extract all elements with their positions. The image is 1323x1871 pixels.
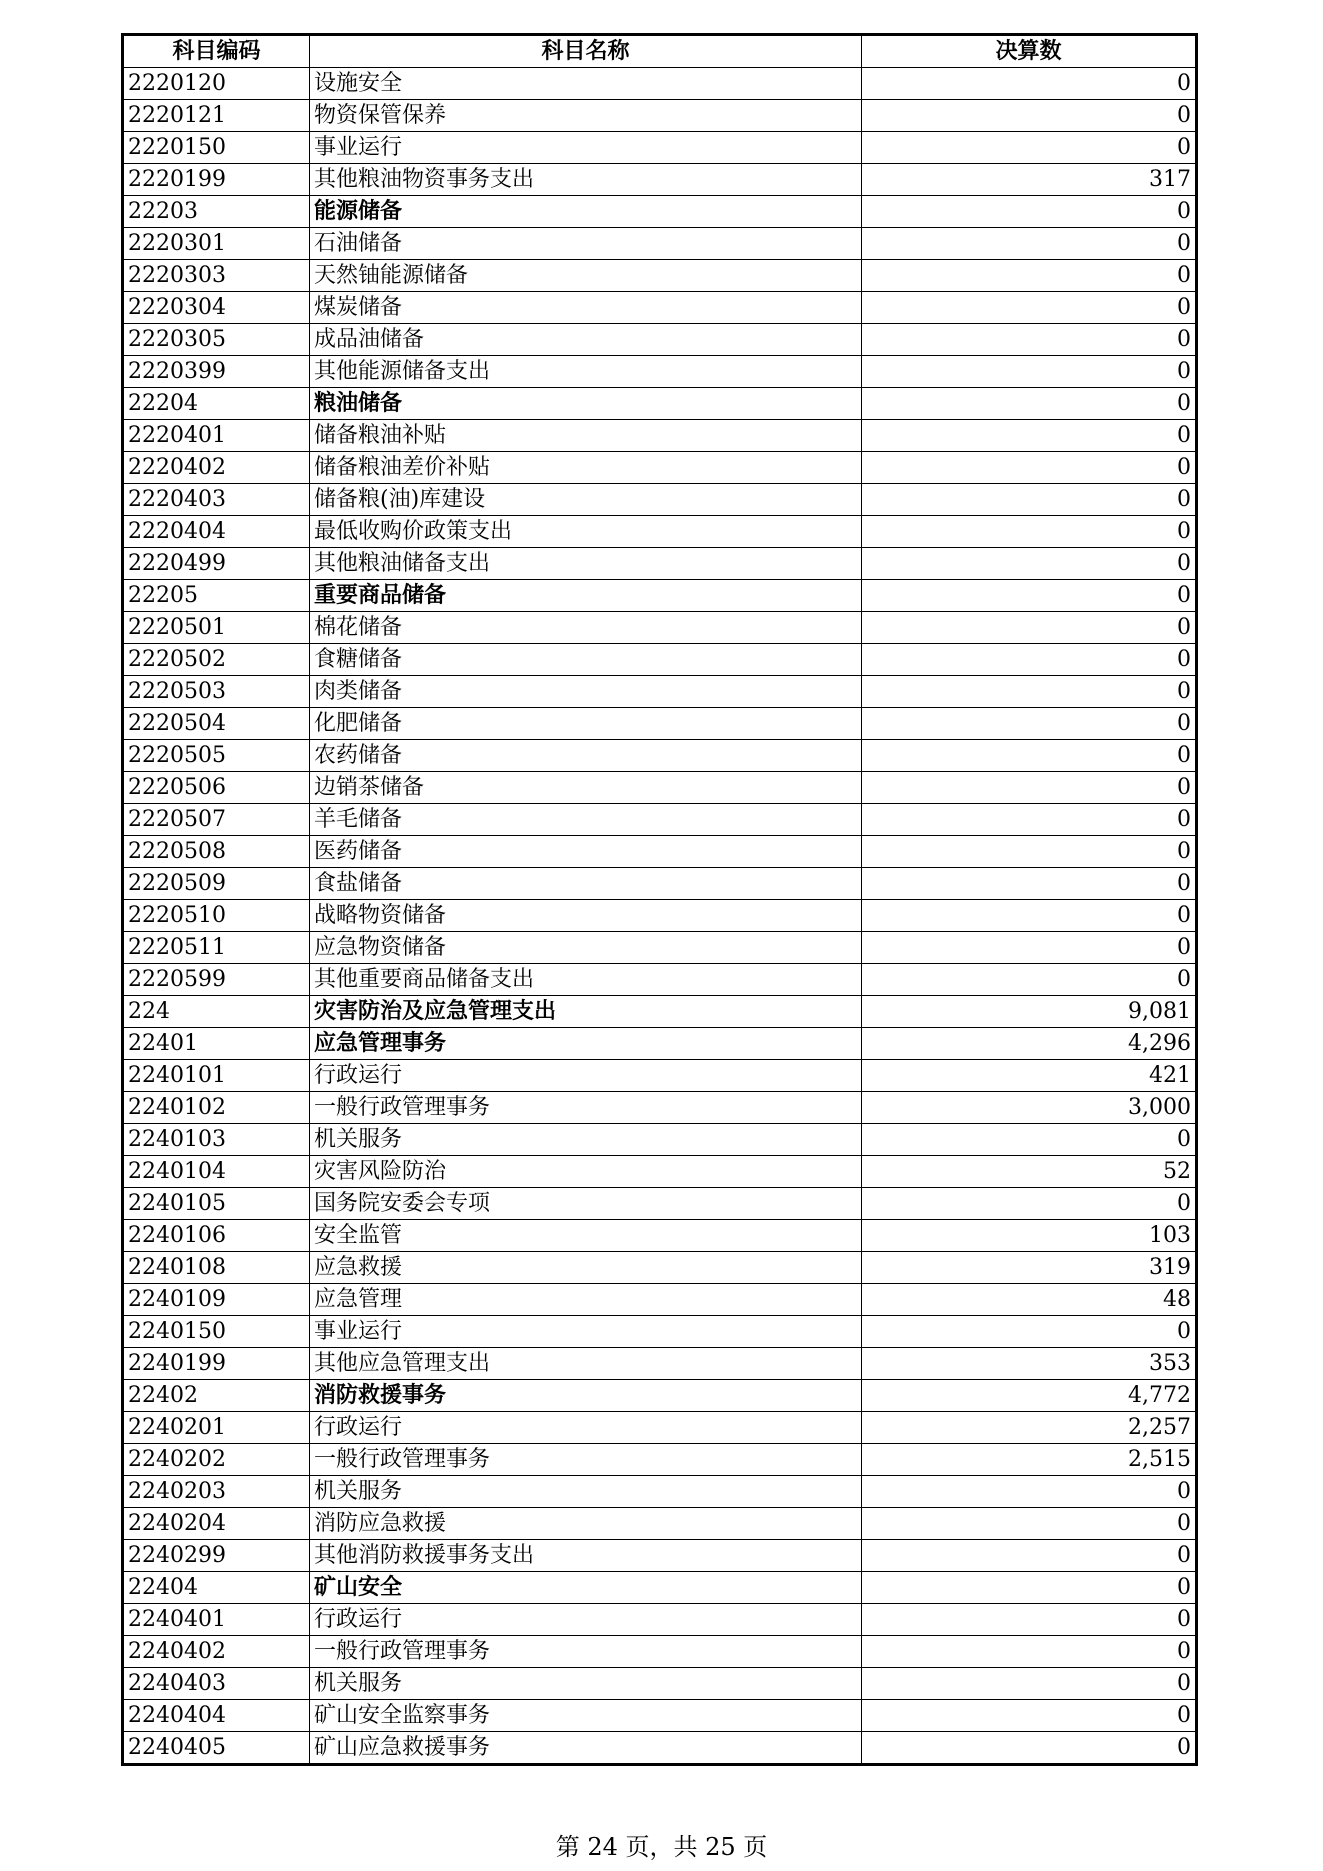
row-amount: 0: [862, 388, 1197, 420]
header-name: 科目名称: [310, 35, 862, 68]
row-amount: 4,772: [862, 1380, 1197, 1412]
table-row: [123, 516, 1197, 548]
table-row: [123, 1700, 1197, 1732]
row-code: 2220510: [123, 900, 310, 932]
row-code: 2240299: [123, 1540, 310, 1572]
table-row: [123, 420, 1197, 452]
row-name: 农药储备: [310, 740, 862, 772]
row-amount: 4,296: [862, 1028, 1197, 1060]
row-amount: 353: [862, 1348, 1197, 1380]
row-code: 2240404: [123, 1700, 310, 1732]
header-amount: 决算数: [862, 35, 1197, 68]
row-amount: 421: [862, 1060, 1197, 1092]
row-name: 消防救援事务: [310, 1380, 862, 1412]
table-row: [123, 964, 1197, 996]
row-name: 灾害风险防治: [310, 1156, 862, 1188]
row-code: 2240203: [123, 1476, 310, 1508]
row-name: 机关服务: [310, 1668, 862, 1700]
row-amount: 0: [862, 1508, 1197, 1540]
table-row: [123, 1124, 1197, 1156]
row-name: 国务院安委会专项: [310, 1188, 862, 1220]
row-name: 其他粮油物资事务支出: [310, 164, 862, 196]
table-row: [123, 644, 1197, 676]
row-name: 行政运行: [310, 1604, 862, 1636]
table-row: [123, 1220, 1197, 1252]
row-name: 最低收购价政策支出: [310, 516, 862, 548]
row-amount: 0: [862, 1124, 1197, 1156]
table-row: [123, 1572, 1197, 1604]
row-amount: 0: [862, 324, 1197, 356]
row-amount: 0: [862, 836, 1197, 868]
table-row: [123, 164, 1197, 196]
table-row: [123, 548, 1197, 580]
table-row: [123, 1412, 1197, 1444]
row-name: 储备粮油差价补贴: [310, 452, 862, 484]
row-code: 22203: [123, 196, 310, 228]
row-code: 2220506: [123, 772, 310, 804]
row-name: 安全监管: [310, 1220, 862, 1252]
row-amount: 9,081: [862, 996, 1197, 1028]
row-amount: 317: [862, 164, 1197, 196]
table-row: [123, 1604, 1197, 1636]
table-row: [123, 356, 1197, 388]
table-row: [123, 324, 1197, 356]
row-name: 化肥储备: [310, 708, 862, 740]
row-name: 事业运行: [310, 1316, 862, 1348]
row-name: 一般行政管理事务: [310, 1636, 862, 1668]
table-row: [123, 676, 1197, 708]
row-code: 2220499: [123, 548, 310, 580]
row-amount: 0: [862, 452, 1197, 484]
row-name: 其他粮油储备支出: [310, 548, 862, 580]
row-amount: 0: [862, 484, 1197, 516]
row-name: 机关服务: [310, 1476, 862, 1508]
row-name: 棉花储备: [310, 612, 862, 644]
row-name: 行政运行: [310, 1412, 862, 1444]
row-code: 2220399: [123, 356, 310, 388]
row-amount: 0: [862, 1540, 1197, 1572]
row-name: 灾害防治及应急管理支出: [310, 996, 862, 1028]
row-code: 2220502: [123, 644, 310, 676]
row-name: 矿山安全监察事务: [310, 1700, 862, 1732]
row-amount: 0: [862, 1316, 1197, 1348]
table-row: [123, 68, 1197, 100]
row-code: 2220120: [123, 68, 310, 100]
table-row: [123, 932, 1197, 964]
table-row: [123, 1284, 1197, 1316]
row-code: 2220121: [123, 100, 310, 132]
row-name: 其他应急管理支出: [310, 1348, 862, 1380]
row-name: 医药储备: [310, 836, 862, 868]
page-footer: 第 24 页，共 25 页: [555, 1833, 768, 1861]
row-code: 22404: [123, 1572, 310, 1604]
row-name: 羊毛储备: [310, 804, 862, 836]
row-name: 重要商品储备: [310, 580, 862, 612]
row-code: 2220404: [123, 516, 310, 548]
table-row: [123, 260, 1197, 292]
row-code: 2220508: [123, 836, 310, 868]
table-row: [123, 1060, 1197, 1092]
row-amount: 0: [862, 772, 1197, 804]
row-code: 2240403: [123, 1668, 310, 1700]
row-amount: 0: [862, 804, 1197, 836]
row-code: 22204: [123, 388, 310, 420]
row-amount: 0: [862, 100, 1197, 132]
row-name: 应急管理: [310, 1284, 862, 1316]
row-code: 2220199: [123, 164, 310, 196]
row-amount: 0: [862, 868, 1197, 900]
row-name: 应急救援: [310, 1252, 862, 1284]
table-row: [123, 1348, 1197, 1380]
row-code: 2240401: [123, 1604, 310, 1636]
row-amount: 0: [862, 1732, 1197, 1765]
row-name: 事业运行: [310, 132, 862, 164]
row-name: 矿山安全: [310, 1572, 862, 1604]
row-code: 22205: [123, 580, 310, 612]
row-name: 肉类储备: [310, 676, 862, 708]
row-code: 2240104: [123, 1156, 310, 1188]
table-row: [123, 1732, 1197, 1765]
row-amount: 3,000: [862, 1092, 1197, 1124]
row-amount: 0: [862, 1668, 1197, 1700]
table-row: [123, 132, 1197, 164]
budget-table: [121, 33, 1198, 1766]
row-name: 粮油储备: [310, 388, 862, 420]
row-name: 矿山应急救援事务: [310, 1732, 862, 1765]
table-row: [123, 868, 1197, 900]
table-row: [123, 996, 1197, 1028]
row-amount: 0: [862, 644, 1197, 676]
row-name: 其他消防救援事务支出: [310, 1540, 862, 1572]
row-code: 2220504: [123, 708, 310, 740]
row-name: 储备粮(油)库建设: [310, 484, 862, 516]
row-amount: 48: [862, 1284, 1197, 1316]
table-row: [123, 1380, 1197, 1412]
table-row: [123, 100, 1197, 132]
row-amount: 0: [862, 1636, 1197, 1668]
row-name: 行政运行: [310, 1060, 862, 1092]
row-code: 2240202: [123, 1444, 310, 1476]
row-code: 2220303: [123, 260, 310, 292]
row-name: 边销茶储备: [310, 772, 862, 804]
table-row: [123, 1508, 1197, 1540]
row-name: 石油储备: [310, 228, 862, 260]
row-amount: 0: [862, 1572, 1197, 1604]
row-name: 煤炭储备: [310, 292, 862, 324]
row-name: 消防应急救援: [310, 1508, 862, 1540]
table-row: [123, 1028, 1197, 1060]
table-row: [123, 1316, 1197, 1348]
table-row: [123, 836, 1197, 868]
row-amount: 0: [862, 900, 1197, 932]
table-row: [123, 1444, 1197, 1476]
row-code: 2220501: [123, 612, 310, 644]
row-name: 能源储备: [310, 196, 862, 228]
row-code: 2240108: [123, 1252, 310, 1284]
row-amount: 0: [862, 516, 1197, 548]
row-name: 其他重要商品储备支出: [310, 964, 862, 996]
row-amount: 0: [862, 356, 1197, 388]
row-code: 2240402: [123, 1636, 310, 1668]
table-row: [123, 1540, 1197, 1572]
row-amount: 0: [862, 420, 1197, 452]
row-amount: 103: [862, 1220, 1197, 1252]
row-amount: 0: [862, 580, 1197, 612]
row-code: 2220150: [123, 132, 310, 164]
row-amount: 0: [862, 228, 1197, 260]
table-body: [123, 68, 1197, 1765]
table-row: [123, 484, 1197, 516]
row-amount: 0: [862, 964, 1197, 996]
row-code: 22402: [123, 1380, 310, 1412]
row-code: 2220305: [123, 324, 310, 356]
table-row: [123, 772, 1197, 804]
table-row: [123, 740, 1197, 772]
row-name: 天然铀能源储备: [310, 260, 862, 292]
row-code: 2240150: [123, 1316, 310, 1348]
row-amount: 0: [862, 292, 1197, 324]
row-code: 2240106: [123, 1220, 310, 1252]
row-name: 其他能源储备支出: [310, 356, 862, 388]
row-name: 应急管理事务: [310, 1028, 862, 1060]
row-amount: 0: [862, 260, 1197, 292]
row-code: 2220301: [123, 228, 310, 260]
row-amount: 0: [862, 708, 1197, 740]
row-amount: 0: [862, 196, 1197, 228]
row-code: 2220401: [123, 420, 310, 452]
row-amount: 2,257: [862, 1412, 1197, 1444]
table-row: [123, 228, 1197, 260]
table-row: [123, 196, 1197, 228]
row-name: 食糖储备: [310, 644, 862, 676]
row-name: 机关服务: [310, 1124, 862, 1156]
row-name: 战略物资储备: [310, 900, 862, 932]
table-row: [123, 804, 1197, 836]
row-code: 2240105: [123, 1188, 310, 1220]
row-amount: 0: [862, 1476, 1197, 1508]
row-amount: 2,515: [862, 1444, 1197, 1476]
row-amount: 319: [862, 1252, 1197, 1284]
row-amount: 0: [862, 676, 1197, 708]
table-row: [123, 1636, 1197, 1668]
row-code: 224: [123, 996, 310, 1028]
row-code: 2240405: [123, 1732, 310, 1765]
row-amount: 0: [862, 1604, 1197, 1636]
row-code: 2220507: [123, 804, 310, 836]
table-row: [123, 1476, 1197, 1508]
table-row: [123, 580, 1197, 612]
row-amount: 52: [862, 1156, 1197, 1188]
table-row: [123, 1668, 1197, 1700]
row-amount: 0: [862, 740, 1197, 772]
table-row: [123, 1092, 1197, 1124]
table-header-row: [123, 35, 1197, 68]
table-row: [123, 292, 1197, 324]
row-code: 2240199: [123, 1348, 310, 1380]
row-code: 2220511: [123, 932, 310, 964]
row-code: 2240102: [123, 1092, 310, 1124]
table-row: [123, 1252, 1197, 1284]
row-amount: 0: [862, 612, 1197, 644]
row-name: 食盐储备: [310, 868, 862, 900]
table-row: [123, 1188, 1197, 1220]
row-amount: 0: [862, 932, 1197, 964]
row-amount: 0: [862, 68, 1197, 100]
row-code: 2220503: [123, 676, 310, 708]
row-name: 一般行政管理事务: [310, 1092, 862, 1124]
row-amount: 0: [862, 1188, 1197, 1220]
table-row: [123, 452, 1197, 484]
table-row: [123, 612, 1197, 644]
table-row: [123, 388, 1197, 420]
row-amount: 0: [862, 1700, 1197, 1732]
row-code: 2220599: [123, 964, 310, 996]
row-name: 物资保管保养: [310, 100, 862, 132]
row-name: 储备粮油补贴: [310, 420, 862, 452]
row-name: 成品油储备: [310, 324, 862, 356]
row-name: 一般行政管理事务: [310, 1444, 862, 1476]
row-name: 应急物资储备: [310, 932, 862, 964]
row-code: 22401: [123, 1028, 310, 1060]
table-row: [123, 708, 1197, 740]
row-code: 2220403: [123, 484, 310, 516]
row-code: 2240201: [123, 1412, 310, 1444]
table-row: [123, 1156, 1197, 1188]
row-code: 2240204: [123, 1508, 310, 1540]
row-code: 2220505: [123, 740, 310, 772]
row-code: 2240109: [123, 1284, 310, 1316]
row-code: 2240103: [123, 1124, 310, 1156]
row-name: 设施安全: [310, 68, 862, 100]
row-code: 2220509: [123, 868, 310, 900]
row-amount: 0: [862, 548, 1197, 580]
row-code: 2220402: [123, 452, 310, 484]
row-amount: 0: [862, 132, 1197, 164]
row-code: 2240101: [123, 1060, 310, 1092]
header-code: 科目编码: [123, 35, 310, 68]
row-code: 2220304: [123, 292, 310, 324]
table-row: [123, 900, 1197, 932]
